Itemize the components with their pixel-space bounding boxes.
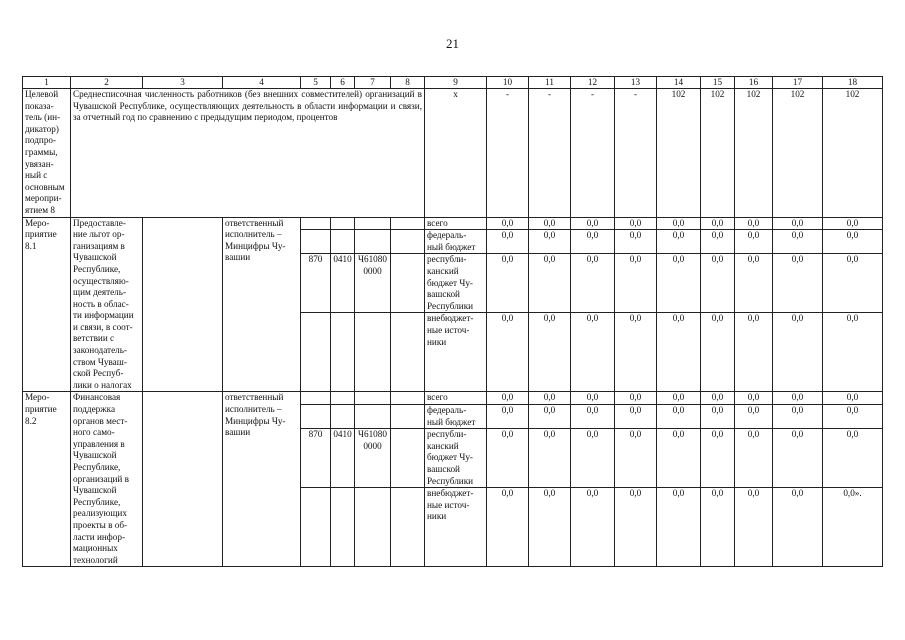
funding-source-line: канский: [427, 440, 459, 451]
funding-value: 0,0: [657, 217, 701, 230]
measure-empty-cell: [301, 405, 331, 429]
measure-empty-cell: [301, 230, 331, 254]
measure-name-line: Чувашской: [73, 485, 117, 496]
funding-source-line: Республики: [427, 475, 474, 486]
measure-empty-cell: [391, 488, 425, 567]
measure-name-line: ганизациям в: [73, 240, 125, 251]
measure-col3: [143, 392, 223, 567]
measure-name-line: ние льгот ор-: [73, 229, 125, 240]
measure-empty-cell: [301, 313, 331, 392]
funding-source: [425, 392, 487, 405]
measure-code: [23, 392, 71, 567]
funding-value: 0,0: [571, 254, 615, 313]
funding-source: [425, 313, 487, 392]
measure-name-line: Предоставле-: [73, 217, 126, 228]
measure-name-line: ветствии с: [73, 333, 115, 344]
funding-source-line: ные источ-: [427, 499, 470, 510]
funding-value: 0,0: [823, 313, 883, 392]
indicator-value: -: [571, 89, 615, 218]
funding-source: [425, 254, 487, 313]
measure-empty-cell: [355, 488, 391, 567]
funding-value: 0,0: [701, 230, 735, 254]
funding-source: [425, 230, 487, 254]
measure-executor-line: вашии: [225, 427, 251, 438]
funding-source-line: вашской: [427, 464, 460, 475]
measure-c8: [391, 429, 425, 488]
indicator-label-line: меропри-: [25, 193, 62, 204]
funding-source-line: ные источ-: [427, 324, 470, 335]
funding-value: 0,0: [529, 254, 571, 313]
measure-name-line: ного само-: [73, 427, 115, 438]
funding-value: 0,0: [571, 488, 615, 567]
measure-name-line: проекты в об-: [73, 519, 128, 530]
measure-empty-cell: [391, 405, 425, 429]
funding-value: 0,0: [657, 429, 701, 488]
measure-row: [23, 392, 883, 405]
funding-value: 0,0: [735, 429, 773, 488]
funding-value: 0,0: [615, 254, 657, 313]
funding-value: 0,0: [487, 313, 529, 392]
indicator-value: 102: [657, 89, 701, 218]
funding-source-line: всего: [427, 217, 448, 228]
funding-source-line: ники: [427, 336, 447, 347]
funding-value: 0,0: [701, 405, 735, 429]
funding-value: 0,0: [823, 254, 883, 313]
measure-name: [71, 217, 143, 392]
measure-empty-cell: [355, 217, 391, 230]
funding-value: 0,0: [735, 254, 773, 313]
funding-source-line: ный бюджет: [427, 241, 476, 252]
measure-empty-cell: [331, 488, 355, 567]
measure-empty-cell: [331, 313, 355, 392]
measure-name-line: органов мест-: [73, 415, 128, 426]
funding-value: 0,0: [529, 217, 571, 230]
funding-value: 0,0: [735, 313, 773, 392]
measure-executor-line: ответственный: [225, 392, 284, 403]
indicator-label-line: ный с: [25, 170, 48, 181]
column-number: 2: [71, 77, 143, 89]
measure-name-line: Республике,: [73, 263, 121, 274]
measure-name-line: ти информации: [73, 310, 134, 321]
measure-empty-cell: [301, 392, 331, 405]
measure-empty-cell: [391, 217, 425, 230]
funding-value: 0,0: [487, 392, 529, 405]
funding-value: 0,0: [657, 405, 701, 429]
measure-code-line: приятие: [25, 404, 57, 415]
measure-executor-line: вашии: [225, 252, 251, 263]
funding-value: 0,0: [735, 405, 773, 429]
funding-source-line: ный бюджет: [427, 416, 476, 427]
measure-c5: 870: [301, 429, 331, 488]
funding-value: 0,0: [735, 488, 773, 567]
indicator-label-line: увязан-: [25, 158, 54, 169]
indicator-label-line: Целевой: [25, 89, 59, 99]
funding-source-line: вашской: [427, 289, 460, 300]
measure-c6: 0410: [331, 254, 355, 313]
funding-value: 0,0: [735, 392, 773, 405]
funding-value: 0,0: [701, 488, 735, 567]
funding-value: 0,0: [615, 230, 657, 254]
measure-name-line: и связи, в соот-: [73, 321, 133, 332]
funding-value: 0,0: [701, 392, 735, 405]
measure-name-line: реализующих: [73, 508, 127, 519]
funding-value: 0,0: [773, 429, 823, 488]
funding-value: 0,0: [823, 230, 883, 254]
measure-empty-cell: [331, 217, 355, 230]
measure-empty-cell: [355, 313, 391, 392]
funding-value: 0,0: [487, 488, 529, 567]
funding-value: 0,0».: [823, 488, 883, 567]
measure-empty-cell: [331, 405, 355, 429]
funding-value: 0,0: [773, 405, 823, 429]
funding-source-line: Республики: [427, 300, 474, 311]
funding-source-line: республи-: [427, 254, 467, 265]
indicator-label: [23, 89, 71, 218]
indicator-label-line: показа-: [25, 100, 54, 111]
measure-name-line: Чувашской: [73, 450, 117, 461]
column-number: 9: [425, 77, 487, 89]
funding-value: 0,0: [571, 429, 615, 488]
measure-code-line: 8.1: [25, 240, 37, 251]
column-number: 1: [23, 77, 71, 89]
funding-value: 0,0: [571, 392, 615, 405]
funding-value: 0,0: [823, 405, 883, 429]
funding-value: 0,0: [487, 405, 529, 429]
measure-code-line: Меро-: [25, 392, 50, 403]
indicator-value: -: [615, 89, 657, 218]
measure-name-line: ласти инфор-: [73, 531, 126, 542]
funding-source-line: федераль-: [427, 405, 467, 416]
funding-value: 0,0: [773, 230, 823, 254]
measure-name-line: ством Чуваш-: [73, 356, 127, 367]
measure-name-line: организаций в: [73, 473, 129, 484]
funding-value: 0,0: [571, 230, 615, 254]
measure-code-line: Меро-: [25, 217, 50, 228]
funding-value: 0,0: [571, 313, 615, 392]
funding-source-line: внебюджет-: [427, 313, 474, 324]
funding-value: 0,0: [615, 313, 657, 392]
indicator-label-line: дикатор): [25, 123, 59, 134]
measure-c7: [355, 254, 391, 313]
measure-empty-cell: [391, 392, 425, 405]
column-number-row: [23, 77, 883, 89]
measure-executor: [223, 392, 301, 567]
funding-value: 0,0: [773, 313, 823, 392]
indicator-row: [23, 89, 883, 218]
measure-code-line: приятие: [25, 229, 57, 240]
funding-value: 0,0: [487, 230, 529, 254]
funding-value: 0,0: [701, 254, 735, 313]
column-number: 16: [735, 77, 773, 89]
funding-value: 0,0: [571, 405, 615, 429]
funding-value: 0,0: [529, 313, 571, 392]
indicator-value: 102: [701, 89, 735, 218]
column-number: 7: [355, 77, 391, 89]
measure-code: [23, 217, 71, 392]
measure-executor-line: Минцифры Чу-: [225, 240, 286, 251]
indicator-label-line: подпро-: [25, 135, 57, 146]
funding-value: 0,0: [657, 254, 701, 313]
funding-value: 0,0: [615, 217, 657, 230]
funding-value: 0,0: [657, 230, 701, 254]
measure-name-line: Финансовая: [73, 392, 121, 403]
indicator-value: 102: [773, 89, 823, 218]
indicator-label-line: тель (ин-: [25, 112, 61, 123]
measure-name-line: технологий: [73, 554, 118, 565]
funding-value: 0,0: [529, 429, 571, 488]
funding-value: 0,0: [735, 230, 773, 254]
funding-value: 0,0: [529, 392, 571, 405]
indicator-value: -: [487, 89, 529, 218]
measure-empty-cell: [301, 217, 331, 230]
measure-name-line: ской Респуб-: [73, 368, 124, 379]
funding-value: 0,0: [571, 217, 615, 230]
funding-source: [425, 488, 487, 567]
column-number: 4: [223, 77, 301, 89]
column-number: 12: [571, 77, 615, 89]
column-number: 11: [529, 77, 571, 89]
measure-empty-cell: [355, 392, 391, 405]
funding-value: 0,0: [735, 217, 773, 230]
measure-col3: [143, 217, 223, 392]
funding-value: 0,0: [615, 392, 657, 405]
funding-source-line: всего: [427, 392, 448, 403]
funding-value: 0,0: [773, 488, 823, 567]
indicator-label-line: граммы,: [25, 146, 58, 157]
indicator-text: Среднесписочная численность работников (без внешних совместителей) организаций в Чувашской Республике, осуществляющих деятельность в области информации и связи, за отчетный год по сравнению с предыдущим периодом, процентов: [71, 89, 425, 218]
funding-value: 0,0: [773, 217, 823, 230]
measure-name-line: мационных: [73, 543, 118, 554]
measure-name-line: поддержка: [73, 404, 116, 415]
funding-value: 0,0: [657, 488, 701, 567]
measure-name-line: управления в: [73, 438, 125, 449]
funding-source: [425, 217, 487, 230]
funding-value: 0,0: [487, 217, 529, 230]
measure-row: [23, 217, 883, 230]
measure-name: [71, 392, 143, 567]
funding-value: 0,0: [615, 429, 657, 488]
measure-name-line: щим деятель-: [73, 287, 127, 298]
measure-empty-cell: [331, 230, 355, 254]
measure-empty-cell: [301, 488, 331, 567]
funding-value: 0,0: [657, 313, 701, 392]
funding-value: 0,0: [823, 429, 883, 488]
funding-source-line: федераль-: [427, 230, 467, 241]
funding-source-line: внебюджет-: [427, 488, 474, 499]
funding-value: 0,0: [773, 254, 823, 313]
funding-source: [425, 429, 487, 488]
funding-value: 0,0: [823, 217, 883, 230]
measure-c6: 0410: [331, 429, 355, 488]
measure-executor-line: исполнитель –: [225, 229, 282, 240]
indicator-label-line: ятием 8: [25, 204, 55, 215]
funding-value: 0,0: [657, 392, 701, 405]
column-number: 8: [391, 77, 425, 89]
measure-empty-cell: [391, 230, 425, 254]
funding-source-line: бюджет Чу-: [427, 277, 473, 288]
funding-value: 0,0: [701, 217, 735, 230]
funding-value: 0,0: [487, 254, 529, 313]
measure-c7-line: Ч61080: [358, 429, 387, 440]
column-number: 17: [773, 77, 823, 89]
measure-name-line: осуществляю-: [73, 275, 129, 286]
measure-name-line: Чувашской: [73, 252, 117, 263]
measure-executor-line: Минцифры Чу-: [225, 415, 286, 426]
program-table: [22, 76, 883, 567]
funding-source-line: республи-: [427, 429, 467, 440]
funding-value: 0,0: [529, 405, 571, 429]
funding-value: 0,0: [773, 392, 823, 405]
column-number: 14: [657, 77, 701, 89]
funding-value: 0,0: [823, 392, 883, 405]
column-number: 13: [615, 77, 657, 89]
column-number: 15: [701, 77, 735, 89]
measure-empty-cell: [355, 230, 391, 254]
indicator-value: 102: [823, 89, 883, 218]
measure-c7-line: 0000: [363, 440, 382, 451]
measure-c7-line: Ч61080: [358, 254, 387, 265]
measure-name-line: лики о налогах: [73, 379, 132, 390]
funding-source-line: ники: [427, 511, 447, 522]
measure-executor-line: исполнитель –: [225, 404, 282, 415]
funding-value: 0,0: [529, 488, 571, 567]
measure-empty-cell: [331, 392, 355, 405]
funding-value: 0,0: [487, 429, 529, 488]
measure-empty-cell: [355, 405, 391, 429]
column-number: 3: [143, 77, 223, 89]
funding-source-line: канский: [427, 265, 459, 276]
funding-value: 0,0: [701, 429, 735, 488]
measure-c7-line: 0000: [363, 265, 382, 276]
indicator-c9: x: [425, 89, 487, 218]
measure-executor-line: ответственный: [225, 217, 284, 228]
indicator-label-line: основным: [25, 181, 65, 192]
measure-empty-cell: [391, 313, 425, 392]
measure-name-line: законодатель-: [73, 345, 127, 356]
indicator-value: -: [529, 89, 571, 218]
column-number: 18: [823, 77, 883, 89]
funding-value: 0,0: [701, 313, 735, 392]
funding-value: 0,0: [615, 405, 657, 429]
measure-c5: 870: [301, 254, 331, 313]
funding-source-line: бюджет Чу-: [427, 452, 473, 463]
indicator-value: 102: [735, 89, 773, 218]
measure-code-line: 8.2: [25, 415, 37, 426]
measure-name-line: Республике,: [73, 462, 121, 472]
funding-value: 0,0: [615, 488, 657, 567]
column-number: 5: [301, 77, 331, 89]
column-number: 10: [487, 77, 529, 89]
funding-value: 0,0: [529, 230, 571, 254]
funding-source: [425, 405, 487, 429]
column-number: 6: [331, 77, 355, 89]
measure-c7: [355, 429, 391, 488]
measure-executor: [223, 217, 301, 392]
measure-name-line: Республике,: [73, 496, 121, 507]
measure-c8: [391, 254, 425, 313]
page-number: 21: [446, 36, 459, 51]
measure-name-line: ность в облас-: [73, 298, 129, 309]
